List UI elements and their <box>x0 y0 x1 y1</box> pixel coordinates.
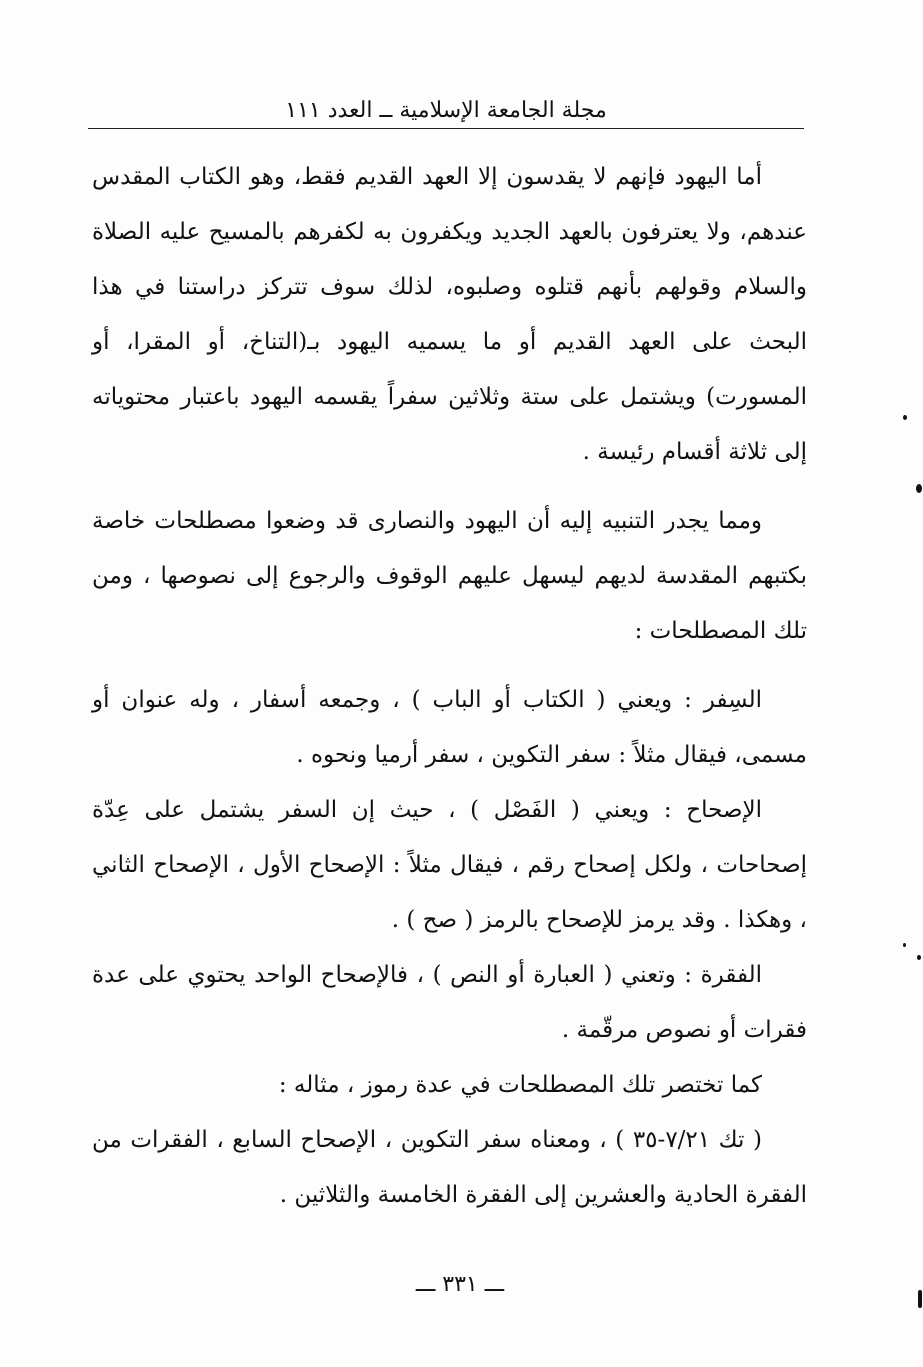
body-text <box>92 150 807 1223</box>
paragraph-term-sifr: السِفر : ويعني ( الكتاب أو الباب ) ، وجمعه أسفار ، وله عنوان أو مسمى، فيقال مثلاً : سفر التكوين ، سفر أرميا ونحوه . <box>92 687 807 768</box>
running-header: مجلة الجامعة الإسلامية ــ العدد ١١١ <box>285 98 607 123</box>
margin-speck <box>903 415 907 420</box>
paragraph-old-testament: أما اليهود فإنهم لا يقدسون إلا العهد القديم فقط، وهو الكتاب المقدس عندهم، ولا يعترفون بالعهد الجديد ويكفرون به لكفرهم بالمسيح عليه الصلاة والسلام وقولهم بأنهم قتلوه وصلبوه، لذلك سوف تتركز دراستنا في هذا البحث على العهد القديم أو ما يسميه اليهود بـ(التناخ، أو المقرا، أو المسورت) ويشتمل على ستة وثلاثين سفراً يقسمه اليهود باعتبار محتوياته إلى ثلاثة أقسام رئيسة . <box>92 164 807 465</box>
paragraph-term-faqra: الفقرة : وتعني ( العبارة أو النص ) ، فالإصحاح الواحد يحتوي على عدة فقرات أو نصوص مرقّمة . <box>92 962 807 1043</box>
page-number: ـــ ٣٣١ ـــ <box>415 1272 505 1297</box>
margin-speck <box>917 955 921 960</box>
margin-speck <box>916 484 922 493</box>
paragraph-example: ( تك ٧/٢١-٣٥ ) ، ومعناه سفر التكوين ، الإصحاح السابع ، الفقرات من الفقرة الحادية والعشرين إلى الفقرة الخامسة والثلاثين . <box>92 1127 807 1208</box>
paragraph-terminology-intro: ومما يجدر التنبيه إليه أن اليهود والنصارى قد وضعوا مصطلحات خاصة بكتبهم المقدسة لديهم ليسهل عليهم الوقوف والرجوع إلى نصوصها ، ومن تلك المصطلحات : <box>92 508 807 644</box>
margin-speck <box>918 1290 922 1308</box>
paragraph-abbreviations: كما تختصر تلك المصطلحات في عدة رموز ، مثاله : <box>278 1072 762 1098</box>
margin-speck <box>903 943 906 947</box>
header-divider <box>88 128 804 129</box>
paragraph-term-ishah: الإصحاح : ويعني ( الفَصْل ) ، حيث إن السفر يشتمل على عِدّة إصحاحات ، ولكل إصحاح رقم ، فيقال مثلاً : الإصحاح الأول ، الإصحاح الثاني ، وهكذا . وقد يرمز للإصحاح بالرمز ( صح ) . <box>92 797 807 933</box>
